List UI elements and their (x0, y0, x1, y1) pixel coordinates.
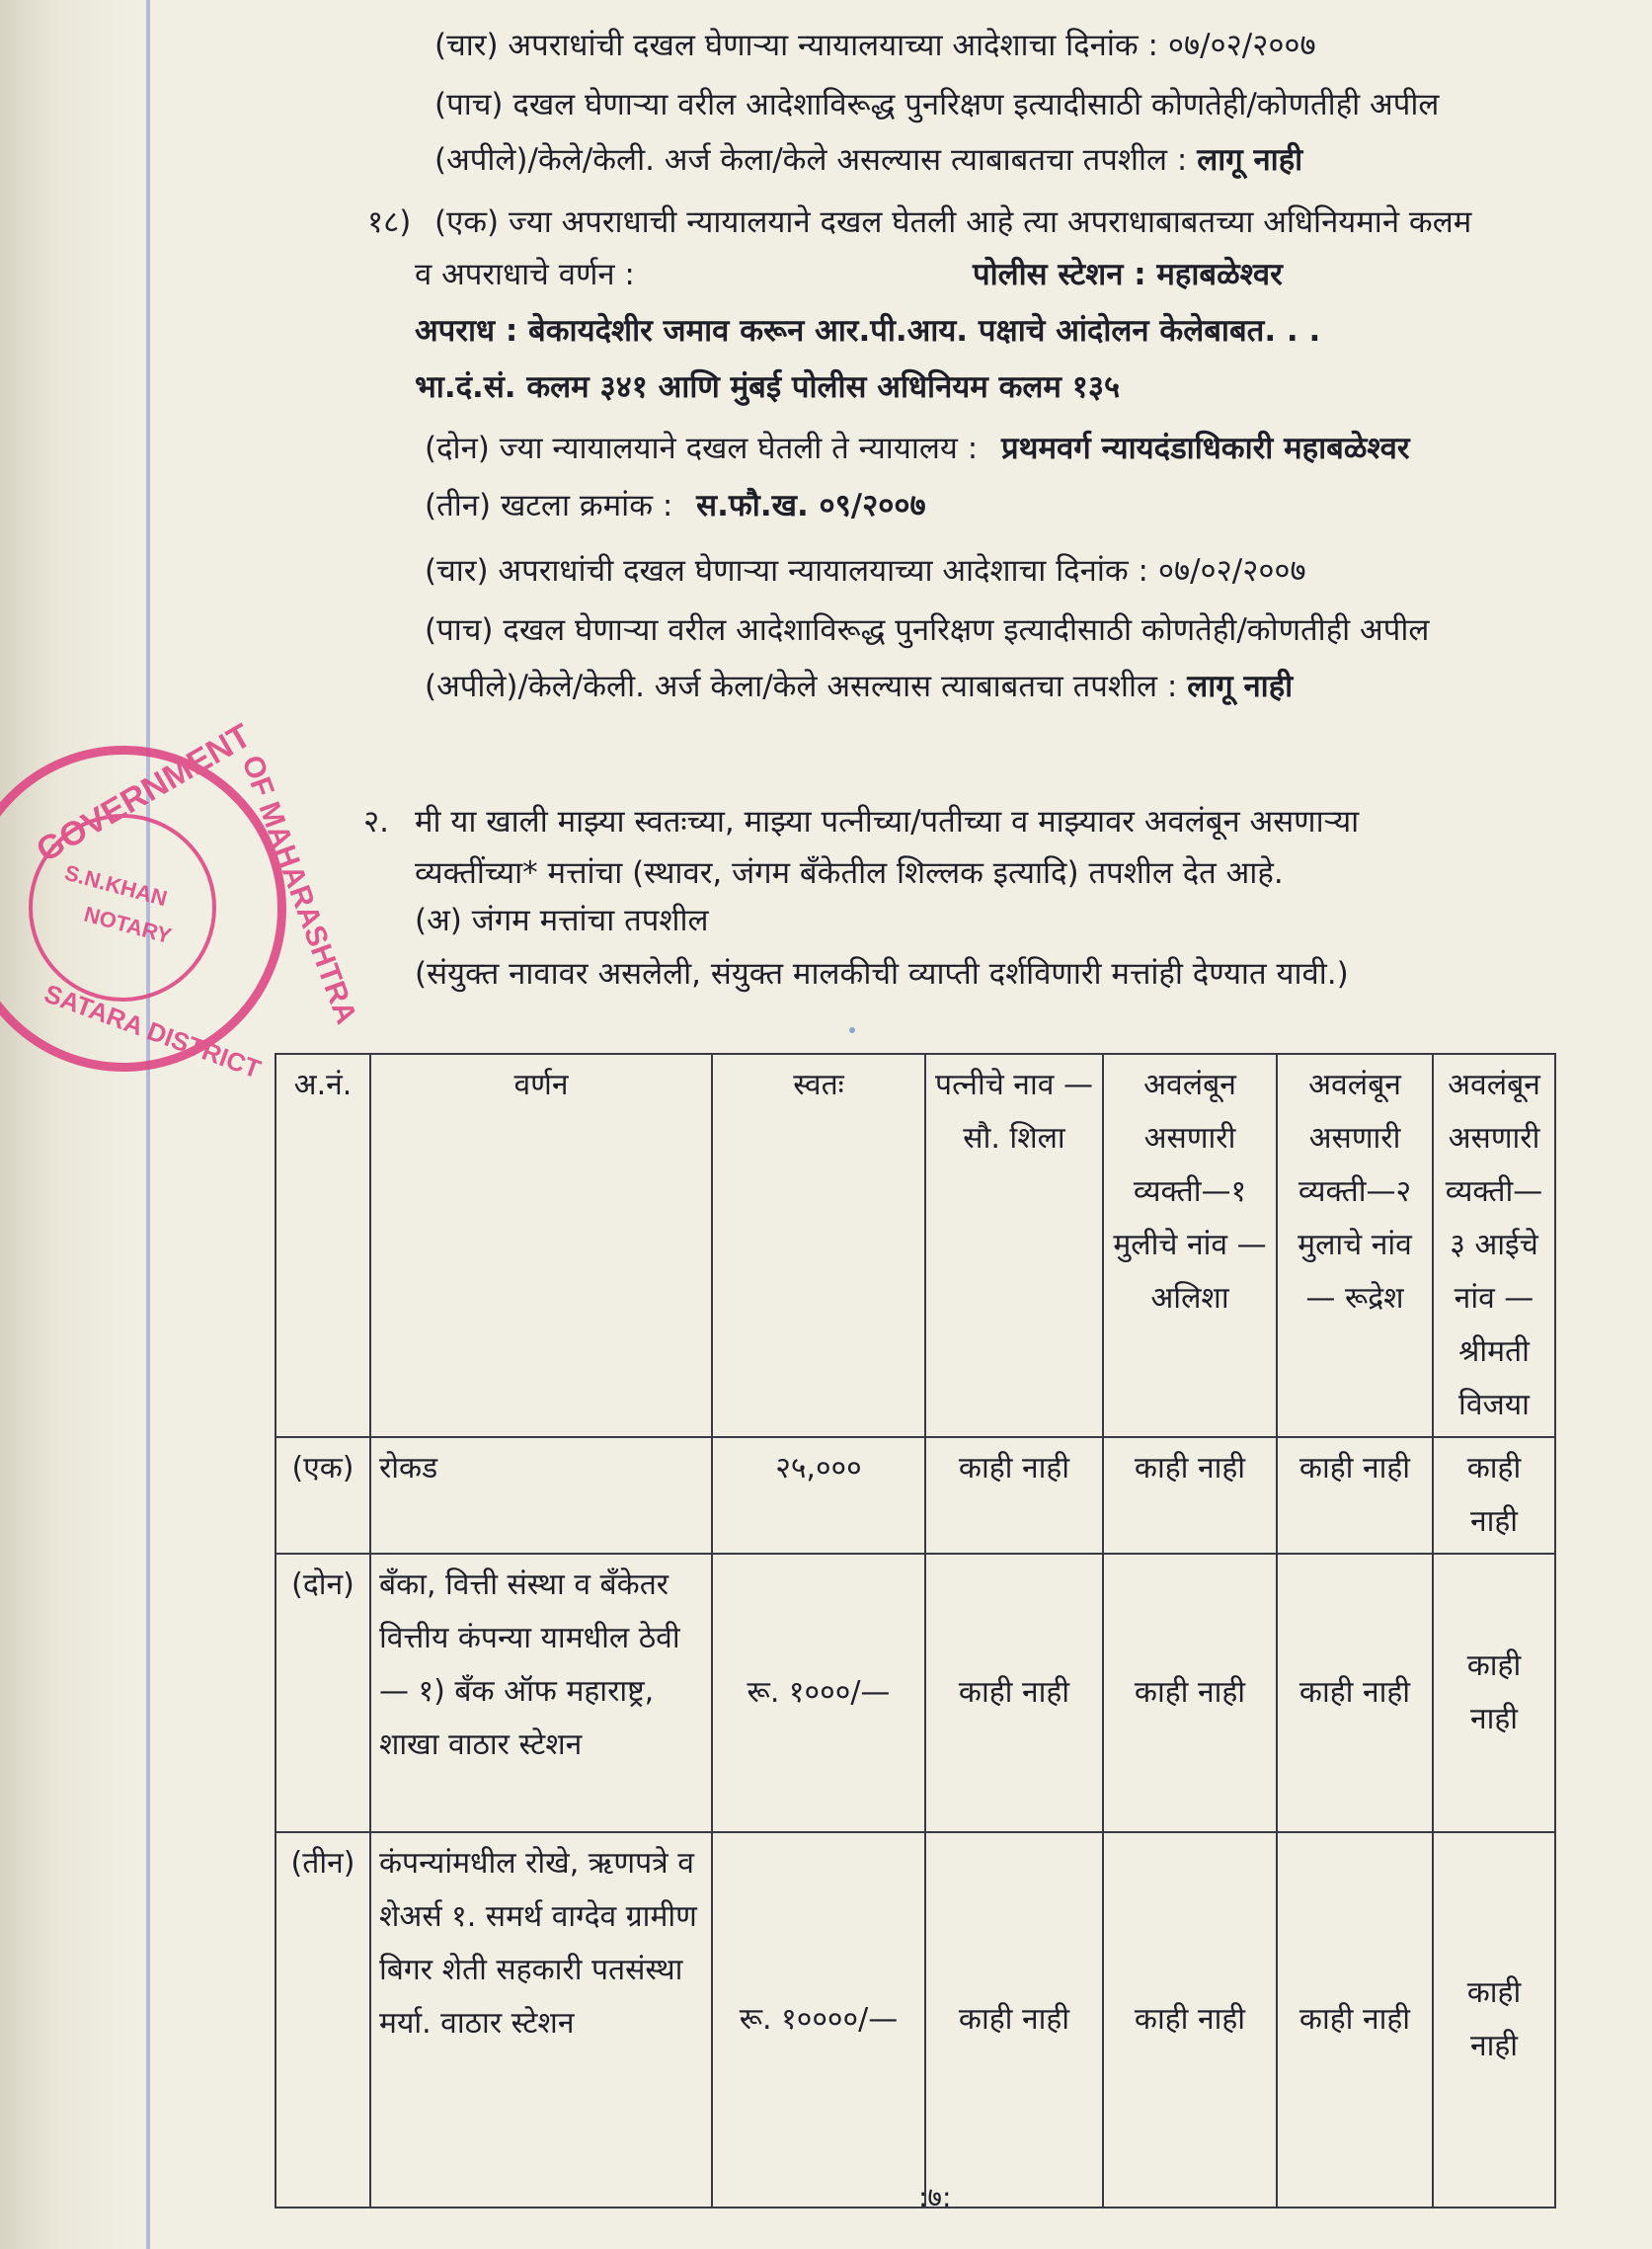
appeal-details-line-1 (434, 140, 1302, 180)
item-18-number: १८) (367, 204, 412, 240)
page-spine-line (146, 0, 150, 2249)
appeal-details-value: लागू नाही (1197, 142, 1303, 178)
paper-speck (849, 1027, 855, 1033)
row-dependent-3: काही नाही (1433, 1437, 1555, 1554)
appeal-details-line-2 (425, 667, 1293, 706)
row-self: २५,००० (712, 1437, 925, 1554)
stamp-text-right: OF MAHARASHTRA (235, 751, 363, 1029)
court-order-date-line-1: (चार) अपराधांची दखल घेणाऱ्या न्यायालयाच्या आदेशाचा दिनांक : ०७/०२/२००७ (434, 28, 1316, 63)
row-dependent-3: काही नाही (1433, 1832, 1555, 2208)
stamp-text-name: S.N.KHAN (61, 859, 170, 912)
item-18-ek: (एक) ज्या अपराधाची न्यायालयाने दखल घेतली आहे त्या अपराधाबाबतच्या अधिनियमाने कलम (434, 204, 1472, 240)
appeal-details-label: (अपीले)/केले/केली. अर्ज केला/केले असल्यास त्याबाबतचा तपशील : (434, 142, 1188, 178)
item-2-line-1: मी या खाली माझ्या स्वतःच्या, माझ्या पत्नीच्या/पतीच्या व माझ्यावर अवलंबून असणाऱ्या (415, 804, 1360, 840)
appeal-details-value: लागू नाही (1187, 669, 1294, 704)
table-header-row (275, 1054, 1555, 1437)
header-dependent-3: अवलंबून असणारी व्यक्ती—३ आईचे नांव — श्रीमती विजया (1433, 1054, 1555, 1437)
header-dependent-1: अवलंबून असणारी व्यक्ती—१ मुलीचे नांव — अलिशा (1103, 1054, 1277, 1437)
movable-assets-heading: (अ) जंगम मत्तांचा तपशील (415, 903, 709, 938)
notary-stamp (0, 716, 363, 1084)
joint-ownership-note: (संयुक्त नावावर असलेली, संयुक्त मालकीची व्याप्ती दर्शविणारी मत्तांही देण्यात यावी.) (415, 956, 1349, 992)
table-row (275, 1832, 1555, 2208)
row-description: रोकड (370, 1437, 712, 1554)
row-self: रू. १००००/— (712, 1832, 925, 2208)
item-2-line-2: व्यक्तींच्या* मत्तांचा (स्थावर, जंगम बँकेतील शिल्लक इत्यादि) तपशील देत आहे. (415, 855, 1284, 891)
table-row (275, 1437, 1555, 1554)
case-number-value: स.फौ.ख. ०९/२००७ (696, 488, 926, 523)
stamp-text-top: GOVERNMENT (30, 716, 258, 870)
row-wife: काही नाही (925, 1832, 1103, 2208)
page-number: :७: (918, 2181, 952, 2213)
court-value: प्रथमवर्ग न्यायदंडाधिकारी महाबळेश्वर (1001, 431, 1410, 466)
offence-sections: भा.दं.सं. कलम ३४१ आणि मुंबई पोलीस अधिनियम कलम १३५ (415, 369, 1121, 405)
stamp-text-notary: NOTARY (81, 901, 175, 949)
header-dependent-2: अवलंबून असणारी व्यक्ती—२ मुलाचे नांव — रूद्रेश (1277, 1054, 1433, 1437)
row-wife: काही नाही (925, 1554, 1103, 1832)
row-description: कंपन्यांमधील रोखे, ऋणपत्रे व शेअर्स १. समर्थ वाग्देव ग्रामीण बिगर शेती सहकारी पतसंस्था मर्या. वाठार स्टेशन (370, 1832, 712, 2208)
row-dependent-1: काही नाही (1103, 1554, 1277, 1832)
appeal-line-1: (पाच) दखल घेणाऱ्या वरील आदेशाविरूद्ध पुनरिक्षण इत्यादीसाठी कोणतेही/कोणतीही अपील (434, 87, 1440, 122)
item-18-varnan-label: व अपराधाचे वर्णन : (415, 257, 635, 292)
row-serial: (तीन) (275, 1832, 370, 2208)
case-number-line (425, 486, 926, 525)
court-label: (दोन) ज्या न्यायालयाने दखल घेतली ते न्यायालय : (425, 431, 979, 466)
table-row (275, 1554, 1555, 1832)
header-serial: अ.नं. (275, 1054, 370, 1437)
header-description: वर्णन (370, 1054, 712, 1437)
stamp-text-bottom: SATARA DISTRICT (39, 978, 265, 1084)
header-wife: पत्नीचे नाव — सौ. शिला (925, 1054, 1103, 1437)
row-serial: (एक) (275, 1437, 370, 1554)
offence-description: अपराध : बेकायदेशीर जमाव करून आर.पी.आय. पक्षाचे आंदोलन केलेबाबत. . . (415, 313, 1321, 349)
movable-assets-table (275, 1053, 1556, 2209)
item-2-number: २. (363, 804, 389, 840)
row-description: बँका, वित्ती संस्था व बँकेतर वित्तीय कंपन्या यामधील ठेवी — १) बँक ऑफ महाराष्ट्र, शाखा वाठार स्टेशन (370, 1554, 712, 1832)
court-line (425, 429, 1410, 468)
appeal-details-label: (अपीले)/केले/केली. अर्ज केला/केले असल्यास त्याबाबतचा तपशील : (425, 669, 1178, 704)
row-dependent-3: काही नाही (1433, 1554, 1555, 1832)
row-wife: काही नाही (925, 1437, 1103, 1554)
appeal-line-2: (पाच) दखल घेणाऱ्या वरील आदेशाविरूद्ध पुनरिक्षण इत्यादीसाठी कोणतेही/कोणतीही अपील (425, 612, 1430, 648)
header-self: स्वतः (712, 1054, 925, 1437)
case-number-label: (तीन) खटला क्रमांक : (425, 488, 673, 523)
row-dependent-1: काही नाही (1103, 1832, 1277, 2208)
court-order-date-line-2: (चार) अपराधांची दखल घेणाऱ्या न्यायालयाच्या आदेशाचा दिनांक : ०७/०२/२००७ (425, 553, 1306, 589)
police-station: पोलीस स्टेशन : महाबळेश्वर (973, 257, 1283, 292)
row-serial: (दोन) (275, 1554, 370, 1832)
row-dependent-2: काही नाही (1277, 1554, 1433, 1832)
row-dependent-1: काही नाही (1103, 1437, 1277, 1554)
book-binding-shadow (0, 0, 148, 2249)
row-dependent-2: काही नाही (1277, 1832, 1433, 2208)
row-self: रू. १०००/— (712, 1554, 925, 1832)
row-dependent-2: काही नाही (1277, 1437, 1433, 1554)
